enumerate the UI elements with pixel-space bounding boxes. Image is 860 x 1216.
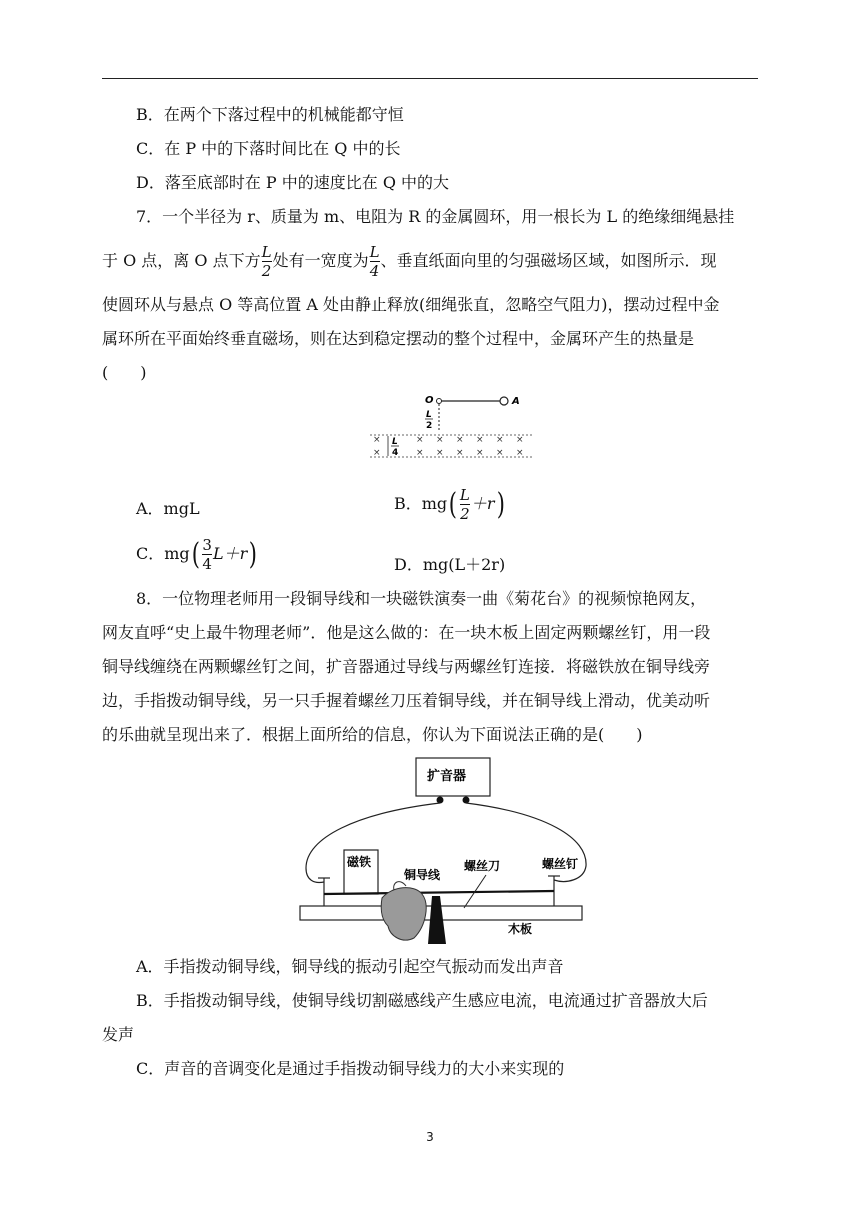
q7-frac1-num: L <box>261 243 272 261</box>
cross-mark: × <box>476 448 484 458</box>
q7-line2-b: 处有一宽度为 <box>272 251 369 270</box>
cross-mark: × <box>456 448 464 458</box>
q7-option-d: D．mg(L＋2r) <box>394 555 506 574</box>
paren-right: ) <box>248 536 258 572</box>
q7-line2-c: 、垂直纸面向里的匀强磁场区域，如图所示．现 <box>380 251 717 270</box>
frac-num: 3 <box>202 536 212 554</box>
cross-mark: × <box>436 448 444 458</box>
q7-option-b <box>394 486 506 523</box>
frac-num: L <box>459 486 470 504</box>
q7-line3: 使圆环从与悬点 O 等高位置 A 处由静止释放(细绳张直，忽略空气阻力)，摆动过程中金 <box>102 295 720 314</box>
q7-line1: 7．一个半径为 r、质量为 m、电阻为 R 的金属圆环，用一根长为 L 的绝缘细绳悬挂 <box>136 207 735 226</box>
frac-den: 2 <box>460 505 470 523</box>
q8-line1: 8．一位物理老师用一段铜导线和一块磁铁演奏一曲《菊花台》的视频惊艳网友， <box>136 589 707 608</box>
board-label: 木板 <box>508 922 533 936</box>
cross-mark: × <box>516 435 524 445</box>
q7-fraction-l2 <box>262 243 272 280</box>
pivot-o <box>437 399 442 404</box>
cross-mark: × <box>476 435 484 445</box>
q7-line2-a: 于 O 点，离 O 点下方 <box>102 251 261 270</box>
q7-frac2-den: 4 <box>369 262 380 280</box>
q7-option-b-tail: ＋r <box>470 494 495 513</box>
q6-option-d: D．落至底部时在 P 中的速度比在 Q 中的大 <box>136 173 450 192</box>
cross-mark: × <box>373 448 381 458</box>
q8-option-c: C．声音的音调变化是通过手指拨动铜导线力的大小来实现的 <box>136 1059 565 1078</box>
q8-line5: 的乐曲就呈现出来了．根据上面所给的信息，你认为下面说法正确的是( ) <box>102 725 643 744</box>
fig-l2-num: L <box>426 410 432 420</box>
q7-option-c-tail: L＋r <box>212 544 248 563</box>
q8-line4: 边，手指拨动铜导线，另一只手握着螺丝刀压着铜导线，并在铜导线上滑动，优美动听 <box>102 691 711 710</box>
q7-figure <box>368 390 538 462</box>
q7-frac2-num: L <box>369 243 380 261</box>
cross-mark: × <box>416 448 424 458</box>
q8-option-b-line2: 发声 <box>102 1025 135 1044</box>
cross-mark: × <box>416 435 424 445</box>
q7-fraction-l4 <box>370 243 380 280</box>
q7-option-b-prefix: B．mg <box>394 494 448 513</box>
frac-den: 4 <box>202 555 212 573</box>
q7-line5: ( ) <box>102 363 147 382</box>
q7-line2 <box>102 243 717 280</box>
q7-frac1-den: 2 <box>261 262 272 280</box>
hand-icon <box>381 888 426 940</box>
q7-option-c-prefix: C．mg <box>136 544 190 563</box>
paren-left: ( <box>448 486 458 522</box>
cross-mark: × <box>456 435 464 445</box>
magnet-label: 磁铁 <box>347 855 372 869</box>
page-number: 3 <box>426 1130 434 1144</box>
q6-option-b: B．在两个下落过程中的机械能都守恒 <box>136 105 404 124</box>
paren-left: ( <box>191 536 200 572</box>
q6-option-c: C．在 P 中的下落时间比在 Q 中的长 <box>136 139 401 158</box>
fig-l4-num: L <box>392 437 398 447</box>
amp-terminal-right <box>463 797 470 804</box>
cross-mark: × <box>516 448 524 458</box>
cross-mark: × <box>496 435 504 445</box>
q8-option-b-line1: B．手指拨动铜导线，使铜导线切割磁感线产生感应电流，电流通过扩音器放大后 <box>136 991 708 1010</box>
cross-mark: × <box>436 435 444 445</box>
q7-option-c-fraction <box>202 536 212 573</box>
wire-label: 铜导线 <box>404 868 441 882</box>
q7-option-c <box>136 536 259 573</box>
paren-right: ) <box>496 486 505 522</box>
fig-a-label: A <box>512 396 520 407</box>
amplifier-label: 扩音器 <box>427 769 467 784</box>
q8-line3: 铜导线缠绕在两颗螺丝钉之间，扩音器通过导线与两螺丝钉连接．将磁铁放在铜导线旁 <box>102 657 711 676</box>
fig-l2-den: 2 <box>426 421 433 431</box>
header-rule <box>102 78 758 79</box>
cross-mark: × <box>496 448 504 458</box>
q7-option-a: A．mgL <box>136 499 200 518</box>
amp-terminal-left <box>437 797 444 804</box>
screwdriver-label: 螺丝刀 <box>464 859 501 873</box>
q7-option-b-fraction <box>460 486 470 523</box>
fig-l4-den: 4 <box>392 448 399 458</box>
q8-figure <box>296 758 592 944</box>
q8-line2: 网友直呼“史上最牛物理老师”．他是这么做的：在一块木板上固定两颗螺丝钉，用一段 <box>102 623 711 642</box>
screw-label: 螺丝钉 <box>542 857 579 871</box>
metal-ring <box>500 397 508 405</box>
fig-o-label: O <box>425 395 434 406</box>
cross-mark: × <box>373 435 381 445</box>
q7-line4: 属环所在平面始终垂直磁场，则在达到稳定摆动的整个过程中，金属环产生的热量是 <box>102 329 695 348</box>
q8-option-a: A．手指拨动铜导线，铜导线的振动引起空气振动而发出声音 <box>136 957 564 976</box>
